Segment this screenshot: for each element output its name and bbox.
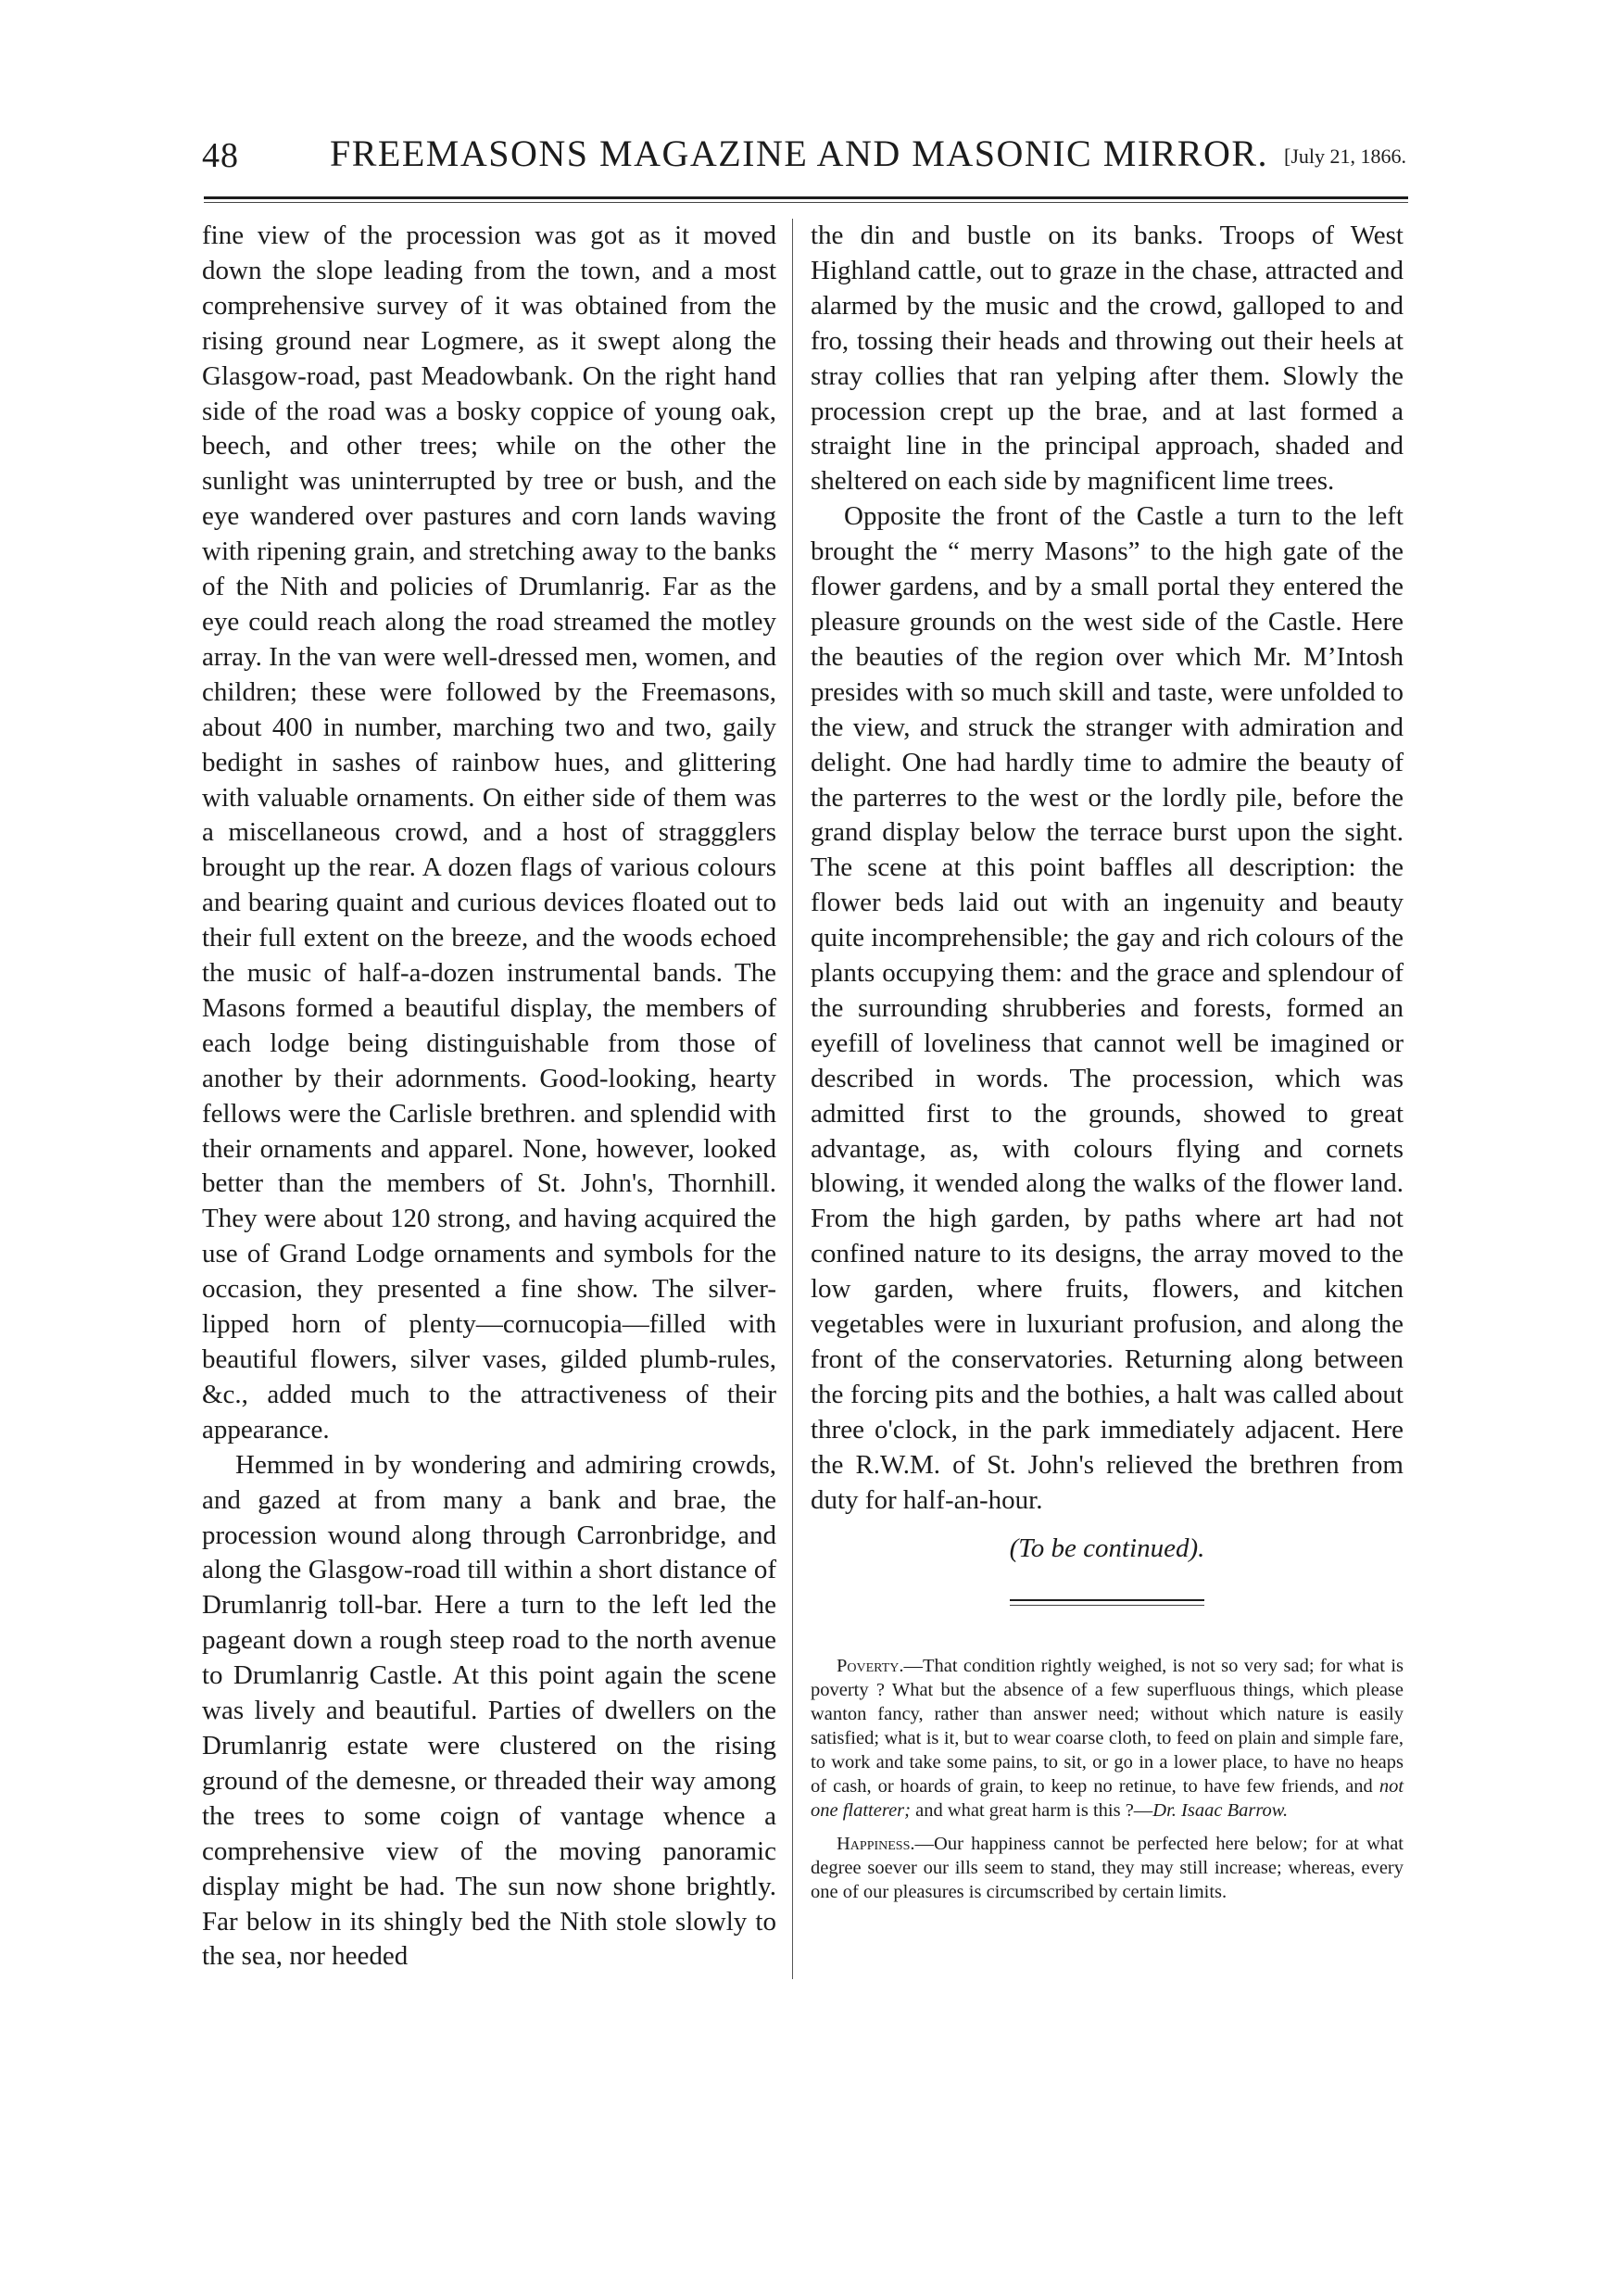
note-text: —Our happiness cannot be perfected here below; for at what degree soever our ills seem to stand, they may still increase; whereas, every one of our pleasures is circumscribed by certain limits. <box>811 1834 1404 1903</box>
article-paragraph: Hemmed in by wondering and admiring crowds, and gazed at from many a bank and brae, the procession wound along through Carronbridge, and along the Glasgow-road till within a short distance of Drumlanrig toll-bar. Here a turn to the left led the pageant down a rough steep road to the north avenue to Drumlanrig Castle. At this point again the scene was lively and beautiful. Parties of dwellers on the Drumlanrig estate were clustered on the rising ground of the demesne, or threaded their way among the trees to some coign of vantage whence a comprehensive view of the moving panoramic display might be had. The sun now shone brightly. Far below in its shingly bed the Nith stole slowly to the sea, nor heeded <box>202 1449 776 1972</box>
section-divider <box>1010 1599 1204 1601</box>
header-rule-thin <box>204 202 1408 203</box>
issue-date: [July 21, 1866. <box>1284 145 1406 168</box>
to-be-continued: (To be continued). <box>1009 1533 1205 1563</box>
article-paragraph: the din and bustle on its banks. Troops of West Highland cattle, out to graze in the chase, attracted and alarmed by the music and the crowd, galloped to and fro, tossing their heads and throwing out their heels at stray collies that ran yelping after them. Slowly the procession crept up the brae, and at last formed a straight line in the principal approach, shaded and sheltered on each side by magnificent lime trees. <box>811 221 1404 497</box>
note-label: Poverty. <box>837 1656 904 1677</box>
right-column <box>811 219 1404 1904</box>
note-label: Happiness. <box>837 1834 915 1855</box>
note-text: —That condition rightly weighed, is not so very sad; for what is poverty ? What but the absence of a few superfluous things, which please wanton fancy, rather than answer need; without which nature is easily satisfied; what is it, but to wear coarse cloth, to feed on plain and simple fare, to work and take some pains, to sit, or go in a lower place, to have no heaps of cash, or hoards of grain, to keep no retinue, to have few friends, and <box>811 1656 1404 1798</box>
page-number: 48 <box>202 136 239 175</box>
article-paragraph: Opposite the front of the Castle a turn to the left brought the “ merry Masons” to the high gate of the flower gardens, and by a small portal they entered the pleasure grounds on the west side of the Castle. Here the beauties of the region over which Mr. M’Intosh presides with so much skill and taste, were unfolded to the view, and struck the stranger with admiration and delight. One had hardly time to admire the beauty of the parterres to the west or the lordly pile, before the grand display below the terrace burst upon the sight. The scene at this point baffles all description: the flower beds laid out with an ingenuity and beauty quite incomprehensible; the gay and rich colours of the plants occupying them: and the grace and splendour of the surrounding shrubberies and forests, formed an eyefill of loveliness that cannot well be imagined or described in words. The procession, which was admitted first to the grounds, showed to great advantage, as, with colours flying and cornets blowing, it wended along the walks of the flower land. From the high garden, by paths where art had not confined nature to its designs, the array moved to the low garden, where fruits, flowers, and kitchen vegetables were in luxuriant profusion, and along the front of the conservatories. Returning along between the forcing pits and the bothies, a halt was called about three o'clock, in the park immediately adjacent. Here the R.W.M. of St. John's relieved the brethren from duty for half-an-hour. <box>811 501 1404 1515</box>
column-divider <box>792 219 793 1979</box>
note-italic: not one flatterer; <box>811 1776 1404 1822</box>
article-paragraph: fine view of the procession was got as it moved down the slope leading from the town, and a most comprehensive survey of it was obtained from the rising ground near Logmere, as it swept along the Glasgow-road, past Meadowbank. On the right hand side of the road was a bosky coppice of young oak, beech, and other trees; while on the other the sunlight was uninterrupted by tree or bush, and the eye wandered over pastures and corn lands waving with ripening grain, and stretching away to the banks of the Nith and policies of Drumlanrig. Far as the eye could reach along the road streamed the motley array. In the van were well-dressed men, women, and children; these were followed by the Freemasons, about 400 in number, marching two and two, gaily bedight in sashes of rainbow hues, and glittering with valuable ornaments. On either side of them was a miscellaneous crowd, and a host of straggglers brought up the rear. A dozen flags of various colours and bearing quaint and curious devices floated out to their full extent on the breeze, and the woods echoed the music of half-a-dozen instrumental bands. The Masons formed a beautiful display, the members of each lodge being distinguishable from those of another by their adornments. Good-looking, hearty fellows were the Carlisle brethren. and splendid with their ornaments and apparel. None, however, looked better than the members of St. John's, Thornhill. They were about 120 strong, and having acquired the use of Grand Lodge ornaments and symbols for the occasion, they presented a fine show. The silver-lipped horn of plenty—cornucopia—filled with beautiful flowers, silver vases, gilded plumb-rules, &c., added much to the attractiveness of their appearance. <box>202 221 776 1445</box>
happiness-note <box>811 1832 1404 1904</box>
left-column <box>202 219 776 1975</box>
header-rule <box>204 196 1408 199</box>
note-text-end: and what great harm is this ?— <box>915 1800 1153 1822</box>
page-header <box>202 132 1406 187</box>
masthead-title: FREEMASONS MAGAZINE AND MASONIC MIRROR. <box>330 132 1269 174</box>
note-author: Dr. Isaac Barrow. <box>1152 1800 1289 1822</box>
poverty-note <box>811 1654 1404 1823</box>
section-divider-thin <box>1010 1605 1204 1606</box>
